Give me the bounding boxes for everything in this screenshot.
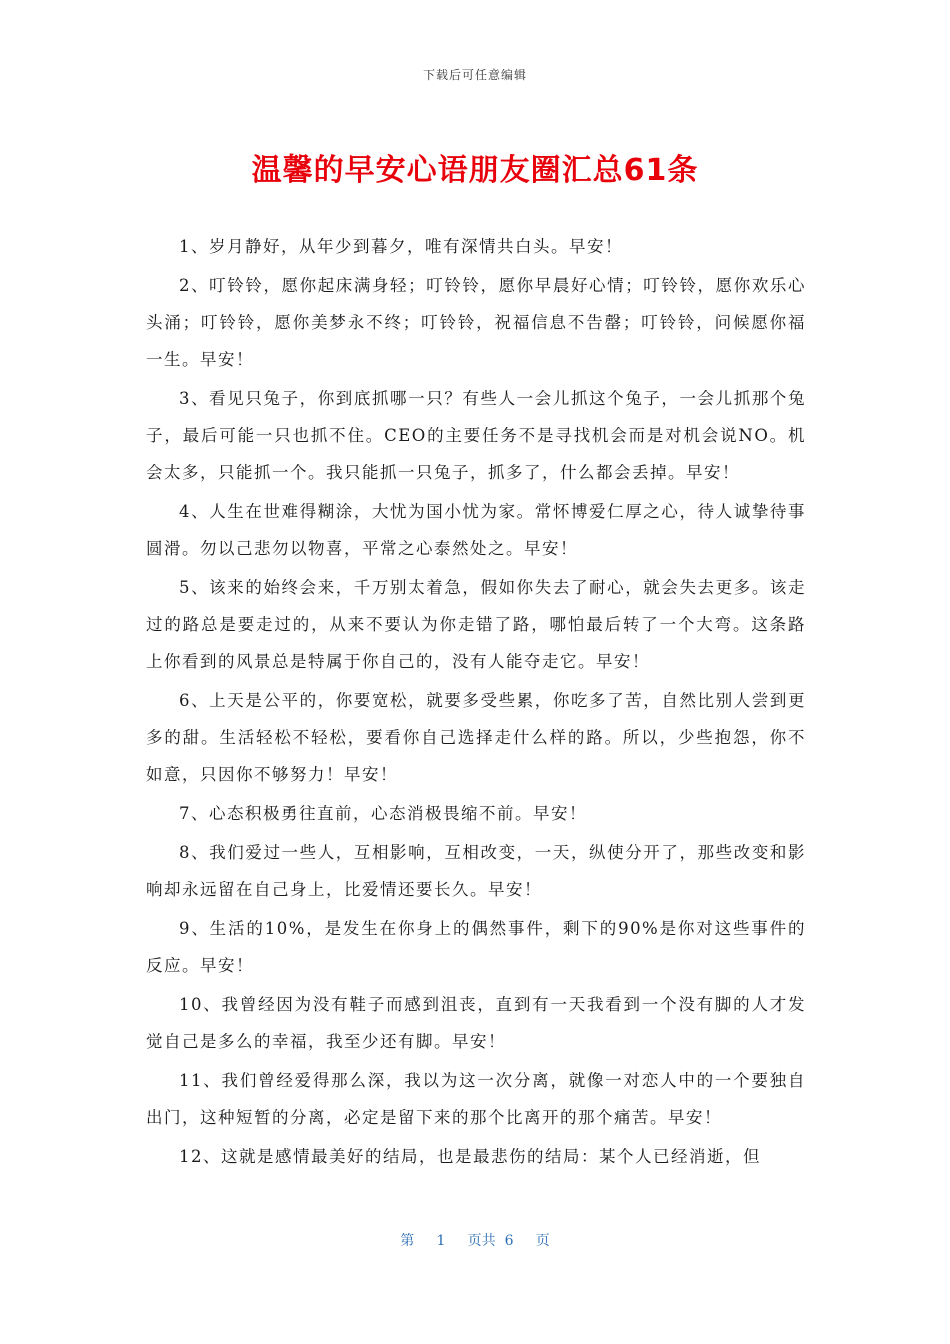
paragraph-7: 7、心态积极勇往直前，心态消极畏缩不前。早安！: [179, 804, 587, 823]
footer-label-page: 第: [400, 1233, 415, 1249]
paragraph-11: 11、我们曾经爱得那么深，我以为这一次分离，就像一对恋人中的一个要独自出门，这种短暂的分离，必定是留下来的那个比离开的那个痛苦。早安！: [146, 1071, 806, 1127]
paragraph-12: 12、这就是感情最美好的结局，也是最悲伤的结局：某个人已经消逝，但: [179, 1147, 761, 1166]
paragraph-6: 6、上天是公平的，你要宽松，就要多受些累，你吃多了苦，自然比别人尝到更多的甜。生活轻松不轻松，要看你自己选择走什么样的路。所以，少些抱怨，你不如意，只因你不够努力！早安！: [146, 691, 806, 784]
footer-current-page: 1: [436, 1233, 446, 1249]
header-note: 下载后可任意编辑: [422, 68, 527, 82]
footer-label-end: 页: [535, 1233, 550, 1249]
page-footer: [0, 1230, 950, 1250]
paragraph-2: 2、叮铃铃，愿你起床满身轻；叮铃铃，愿你早晨好心情；叮铃铃，愿你欢乐心头涌；叮铃铃，愿你美梦永不终；叮铃铃，祝福信息不告罄；叮铃铃，问候愿你福一生。早安！: [146, 276, 806, 369]
footer-total-pages: 6: [504, 1233, 514, 1249]
paragraph-4: 4、人生在世难得糊涂，大忧为国小忧为家。常怀博爱仁厚之心，待人诚挚待事圆滑。勿以己悲勿以物喜，平常之心泰然处之。早安！: [146, 502, 806, 558]
paragraph-10: 10、我曾经因为没有鞋子而感到沮丧，直到有一天我看到一个没有脚的人才发觉自己是多么的幸福，我至少还有脚。早安！: [146, 995, 806, 1051]
paragraph-9: 9、生活的10%，是发生在你身上的偶然事件，剩下的90%是你对这些事件的反应。早安！: [146, 919, 806, 975]
footer-label-of: 页共: [467, 1233, 496, 1249]
document-body: [146, 228, 806, 1177]
paragraph-8: 8、我们爱过一些人，互相影响，互相改变，一天，纵使分开了，那些改变和影响却永远留在自己身上，比爱情还要长久。早安！: [146, 843, 806, 899]
document-title: 温馨的早安心语朋友圈汇总61条: [251, 153, 699, 188]
paragraph-3: 3、看见只兔子，你到底抓哪一只？有些人一会儿抓这个兔子，一会儿抓那个兔子，最后可能一只也抓不住。CEO的主要任务不是寻找机会而是对机会说NO。机会太多，只能抓一个。我只能抓一只兔子，抓多了，什么都会丢掉。早安！: [146, 389, 806, 482]
paragraph-1: 1、岁月静好，从年少到暮夕，唯有深情共白头。早安！: [179, 237, 623, 256]
paragraph-5: 5、该来的始终会来，千万别太着急，假如你失去了耐心，就会失去更多。该走过的路总是要走过的，从来不要认为你走错了路，哪怕最后转了一个大弯。这条路上你看到的风景总是特属于你自己的，没有人能夺走它。早安！: [146, 578, 806, 671]
